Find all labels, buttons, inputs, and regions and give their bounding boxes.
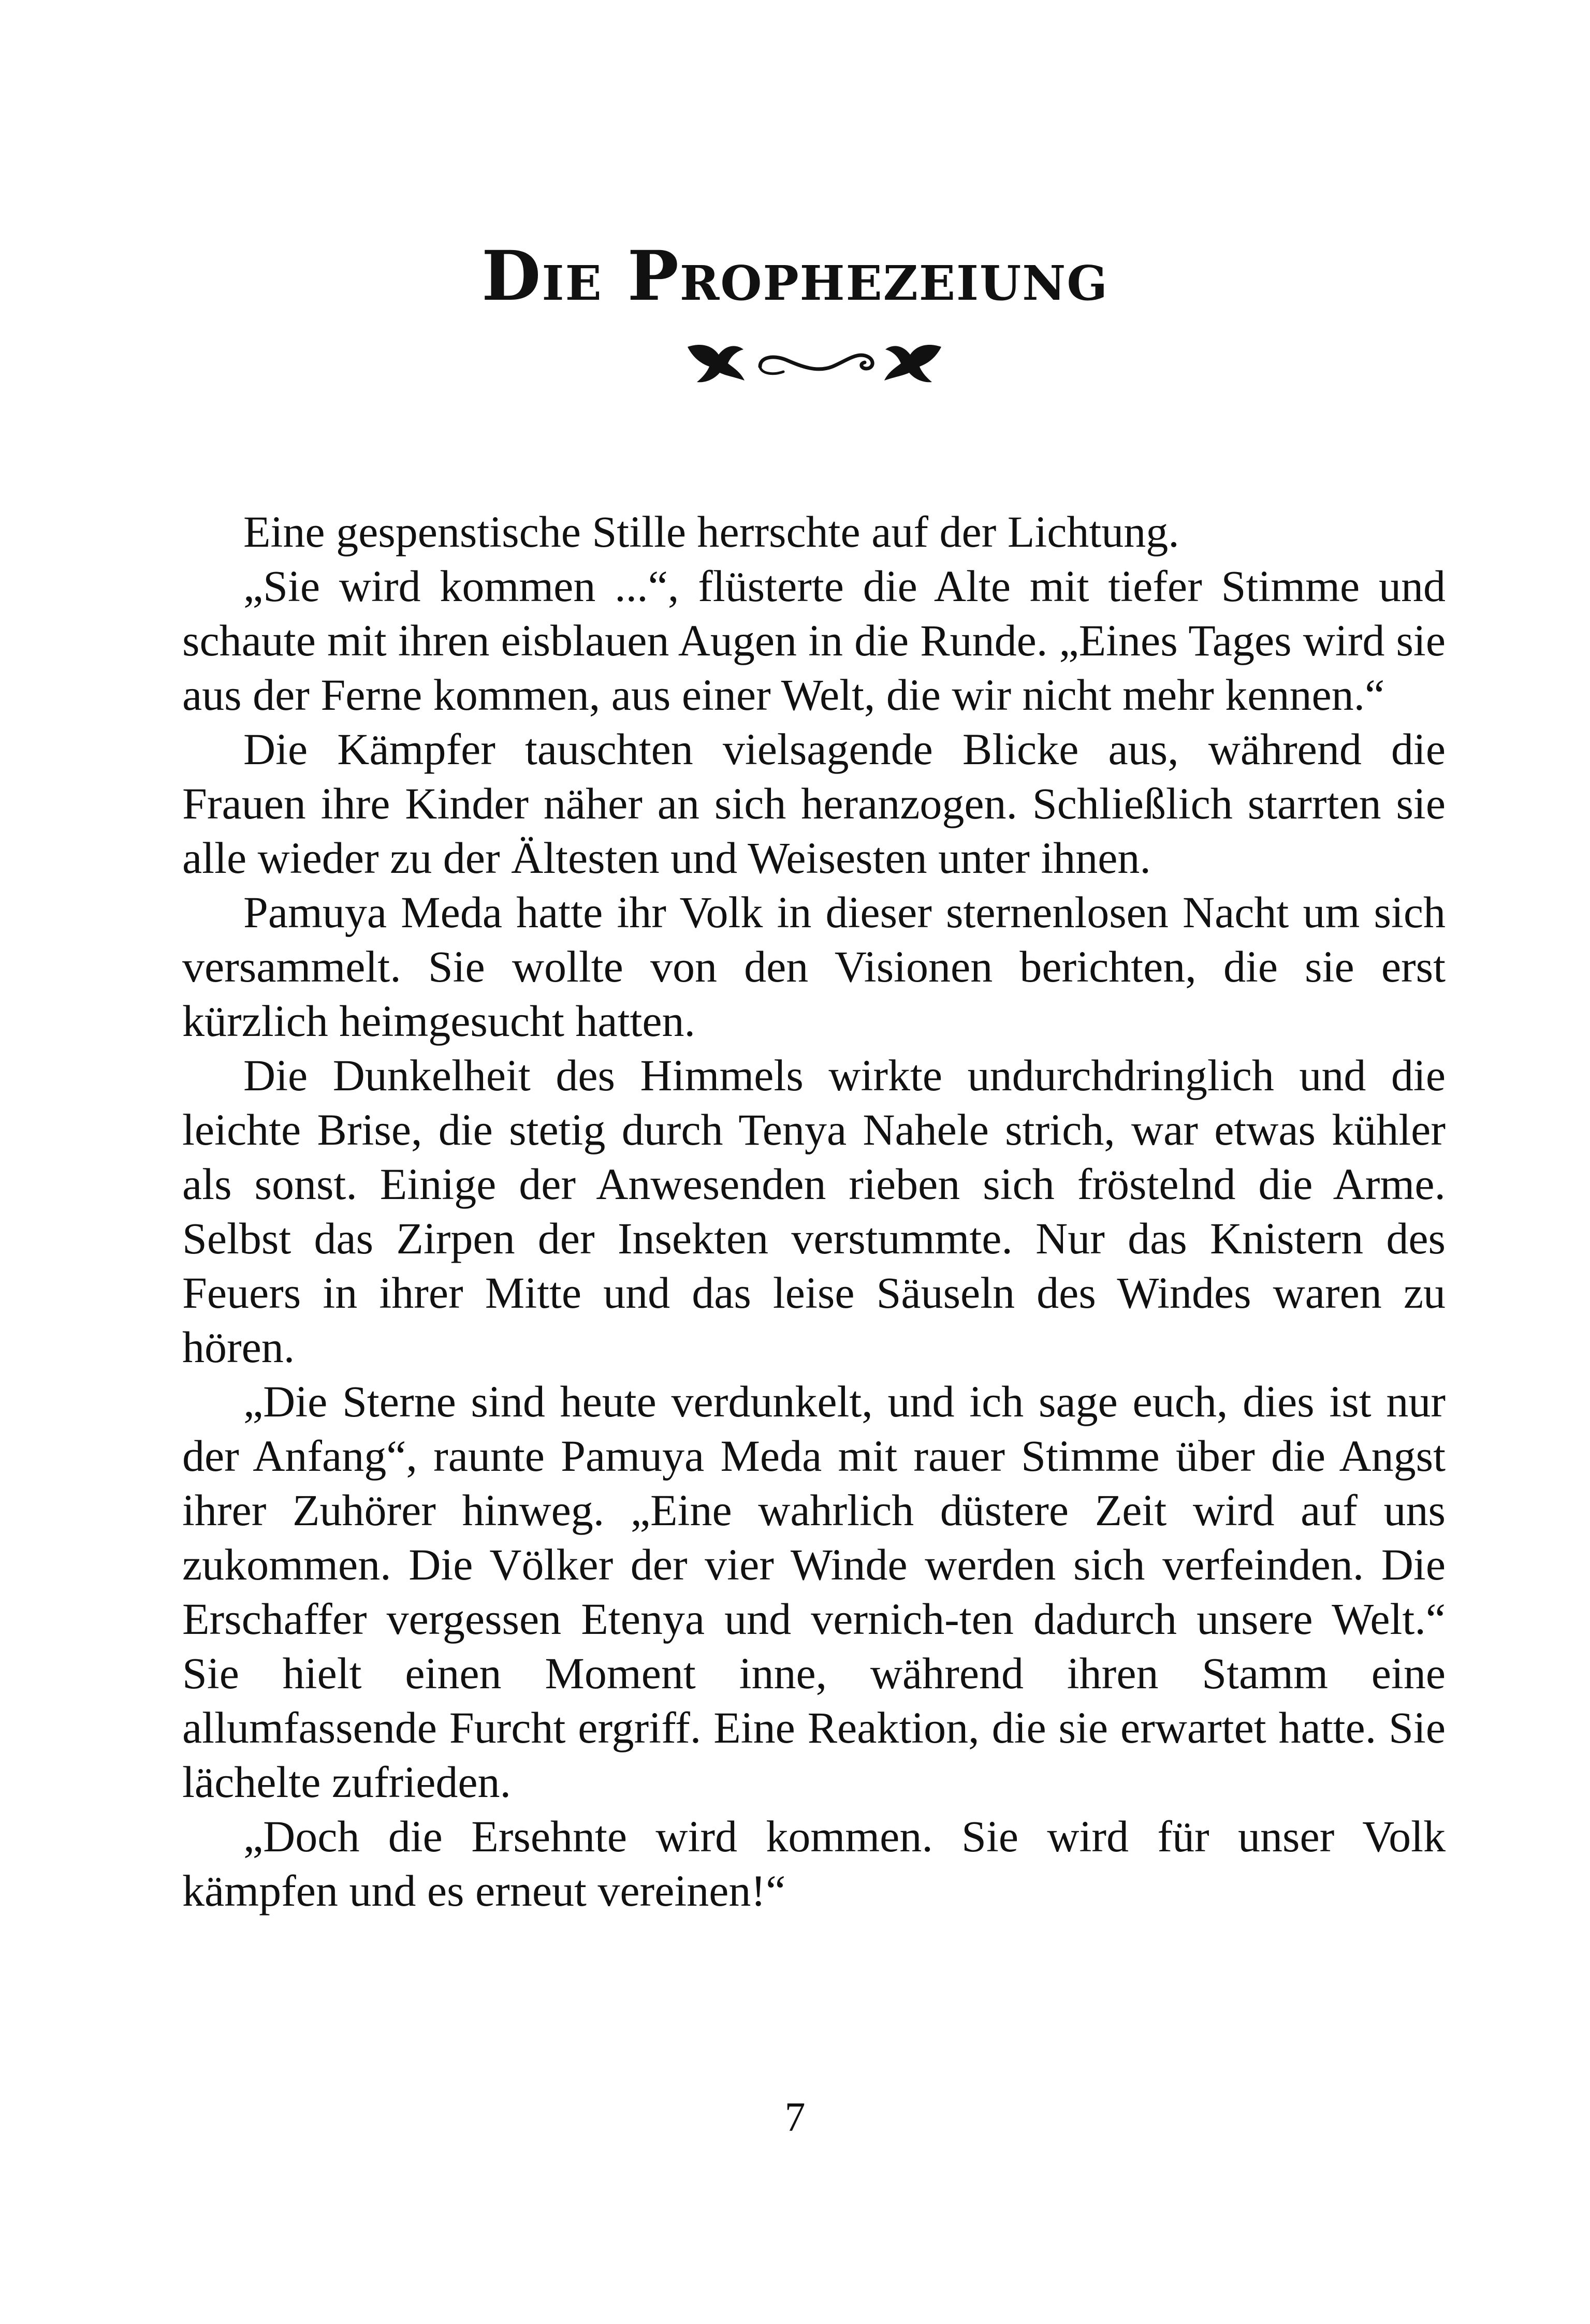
paragraph: „Sie wird kommen ...“, flüsterte die Alte mit tiefer Stimme und schaute mit ihren eisblauen Augen in die Runde. „Eines Tages wird sie aus der Ferne kommen, aus einer Welt, die wir nicht mehr kennen.“: [182, 561, 1446, 720]
paragraph: Die Dunkelheit des Himmels wirkte undurchdringlich und die leichte Brise, die stetig durch Tenya Nahele strich, war etwas kühler als sonst. Einige der Anwesenden rieben sich fröstelnd die Arme. Selbst das Zirpen der Insekten verstummte. Nur das Knistern des Feuers in ihrer Mitte und das leise Säuseln des Windes waren zu hören.: [182, 1050, 1446, 1372]
page-number: 7: [784, 2095, 806, 2140]
paragraph: „Die Sterne sind heute verdunkelt, und ich sage euch, dies ist nur der Anfang“, raunte Pamuya Meda mit rauer Stimme über die Angst ihrer Zuhörer hinweg. „Eine wahrlich düstere Zeit wird auf uns zukommen. Die Völker der vier Winde werden sich verfeinden. Die Erschaffer vergessen Etenya und vernich-ten dadurch unsere Welt.“ Sie hielt einen Moment inne, während ihren Stamm eine allumfassende Furcht ergriff. Eine Reaktion, die sie erwartet hatte. Sie lächelte zufrieden.: [182, 1377, 1446, 1807]
paragraph: Die Kämpfer tauschten vielsagende Blicke aus, während die Frauen ihre Kinder näher an sich heranzogen. Schließlich starrten sie alle wieder zu der Ältesten und Weisesten unter ihnen.: [182, 724, 1446, 883]
chapter-title: Die Prophezeiung: [482, 236, 1108, 317]
paragraph: Eine gespenstische Stille herrschte auf der Lichtung.: [243, 507, 1179, 557]
fleuron-ornament-icon: [682, 331, 946, 393]
paragraph: Pamuya Meda hatte ihr Volk in dieser sternenlosen Nacht um sich versammelt. Sie wollte von den Visionen berichten, die sie erst kürzlich heimgesucht hatten.: [182, 887, 1446, 1046]
body-text: [182, 505, 1446, 1918]
paragraph: „Doch die Ersehnte wird kommen. Sie wird für unser Volk kämpfen und es erneut vereinen!“: [182, 1811, 1446, 1916]
